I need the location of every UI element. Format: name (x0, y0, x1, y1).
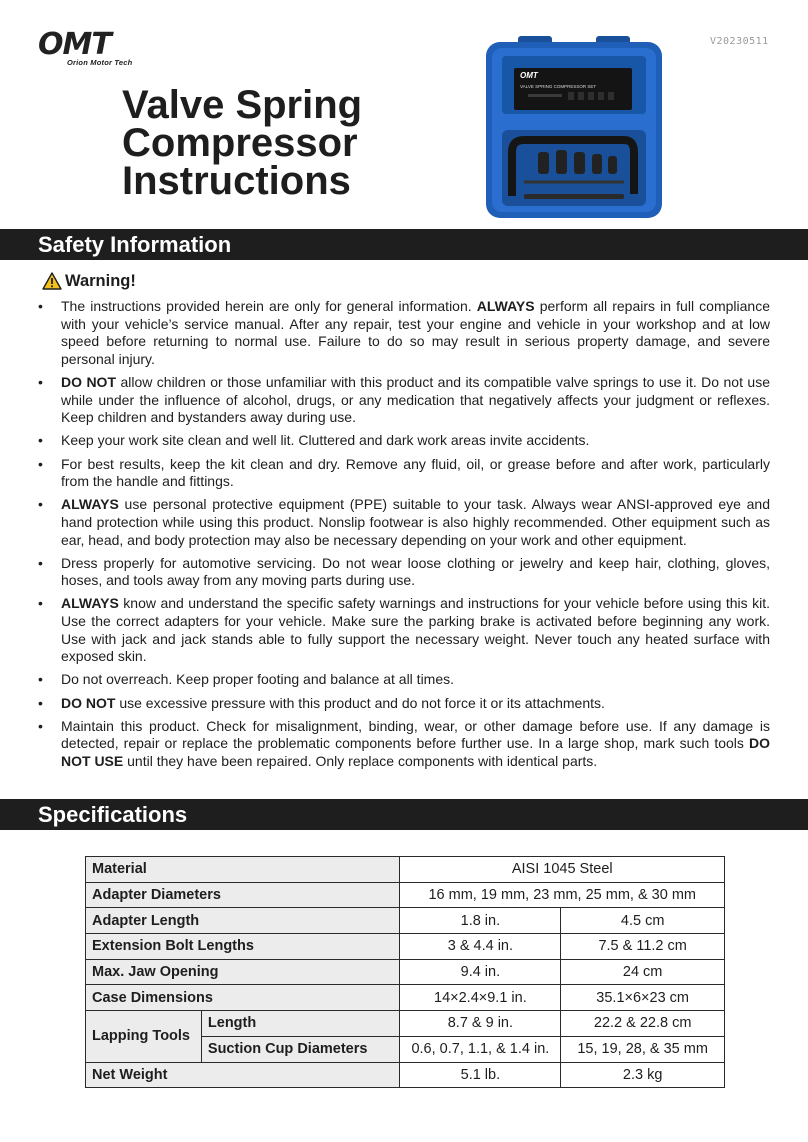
spec-value-metric: 24 cm (561, 959, 725, 985)
spec-value-metric: 7.5 & 11.2 cm (561, 934, 725, 960)
safety-rule-item (38, 456, 770, 491)
table-row (86, 1062, 725, 1088)
spec-label: Case Dimensions (86, 985, 400, 1011)
table-row (86, 934, 725, 960)
spec-value-metric: 22.2 & 22.8 cm (561, 1011, 725, 1037)
bullet-icon: • (38, 694, 43, 711)
spec-value: AISI 1045 Steel (400, 857, 725, 883)
spec-value: 16 mm, 19 mm, 23 mm, 25 mm, & 30 mm (400, 882, 725, 908)
spec-label: Adapter Diameters (86, 882, 400, 908)
table-row (86, 882, 725, 908)
safety-rule-item (38, 374, 770, 427)
bullet-icon: • (38, 298, 43, 314)
spec-label: Net Weight (86, 1062, 400, 1088)
spec-value-metric: 2.3 kg (561, 1062, 725, 1088)
emphasis-text: DO NOT USE (61, 735, 770, 769)
rule-text: Do not overreach. Keep proper footing and balance at all times. (61, 671, 455, 688)
title-line: Instructions (122, 159, 351, 203)
spec-value-metric: 35.1×6×23 cm (561, 985, 725, 1011)
safety-rule-item (38, 718, 770, 771)
spec-value-imperial: 1.8 in. (400, 908, 561, 934)
bullet-icon: • (38, 554, 43, 571)
title-line: Valve Spring (122, 83, 363, 127)
spec-label: Max. Jaw Opening (86, 959, 400, 985)
safety-rule-item (38, 595, 770, 665)
spec-label: Adapter Length (86, 908, 400, 934)
version-code: V20230511 (710, 36, 769, 47)
table-row (86, 959, 725, 985)
bullet-icon: • (38, 432, 43, 449)
safety-rule-item (38, 695, 770, 713)
rule-text: perform all repairs in full compliance with your vehicle’s service manual. After any repair, test your engine and vehicle in your workshop and at low speed before returning to normal use. Failure to do so may result in serious property damage, and severe personal injury. (61, 298, 770, 367)
spec-sublabel: Length (201, 1011, 400, 1037)
bullet-icon: • (38, 455, 43, 472)
rule-text: The instructions provided herein are only for general information. (61, 298, 477, 314)
safety-rule-item (38, 671, 770, 689)
rule-text: Dress properly for automotive servicing. Do not wear loose clothing or jewelry and keep hair, clothing, gloves, hoses, and tools away from any moving parts during use. (61, 554, 770, 589)
rule-text: use excessive pressure with this product and do not force it or its attachments. (115, 694, 605, 711)
safety-rule-item (38, 432, 770, 450)
spec-label: Lapping Tools (86, 1011, 202, 1062)
table-row (86, 1011, 725, 1037)
table-row (86, 908, 725, 934)
rule-text: until they have been repaired. Only replace components with identical parts. (123, 753, 598, 769)
rule-text: know and understand the specific safety warnings and instructions for your vehicle before using this kit. Use the correct adapters for your vehicle. Make sure the parking brake is activated before beginning any work. Use with jack and jack stands able to fully support the necessary weight. Never touch any heated surface with exposed skin. (61, 595, 770, 665)
emphasis-text: DO NOT (61, 373, 116, 390)
spec-label: Extension Bolt Lengths (86, 934, 400, 960)
spec-sublabel: Suction Cup Diameters (201, 1036, 400, 1062)
emphasis-text: ALWAYS (61, 595, 119, 612)
spec-value-metric: 15, 19, 28, & 35 mm (561, 1036, 725, 1062)
rule-text: Maintain this product. Check for misalignment, binding, wear, or other damage before use. If any damage is detected, repair or replace the problematic components before further use. In a large shop, mark such tools (61, 717, 770, 752)
bullet-icon: • (38, 671, 43, 688)
spec-value-imperial: 0.6, 0.7, 1.1, & 1.4 in. (400, 1036, 561, 1062)
brand-tagline: Orion Motor Tech (67, 58, 133, 67)
rule-text: For best results, keep the kit clean and dry. Remove any fluid, oil, or grease before and after work, particularly from the handle and fittings. (61, 455, 770, 490)
spec-value-imperial: 5.1 lb. (400, 1062, 561, 1088)
emphasis-text: DO NOT (61, 694, 116, 711)
spec-value-imperial: 9.4 in. (400, 959, 561, 985)
safety-rules-list (38, 298, 770, 776)
rule-text: use personal protective equipment (PPE) suitable to your task. Always wear ANSI-approved eye and hand protection while using this product. Nonslip footwear is also highly recommended. Other equipment such as ear, head, and body protection may also be necessary depending on your work and other equipment. (61, 496, 770, 548)
spec-value-imperial: 14×2.4×9.1 in. (400, 985, 561, 1011)
case-label: VALVE SPRING COMPRESSOR SET (520, 84, 597, 89)
warning-heading (42, 270, 136, 292)
title-line: Compressor (122, 121, 358, 165)
rule-text: allow children or those unfamiliar with this product and its compatible valve springs to use it. Do not use while under the influence of alcohol, drugs, or any medication that negatively affects your judgment or reflexes. Keep children and bystanders away during use. (61, 373, 770, 426)
table-row (86, 857, 725, 883)
section-header-safety: Safety Information (0, 229, 808, 260)
specifications-table (85, 856, 725, 1088)
svg-text:OMT: OMT (520, 71, 538, 80)
brand-mark: OMT (38, 27, 111, 62)
tool-case-illustration (484, 34, 664, 220)
page-title (122, 83, 363, 203)
rule-text: Keep your work site clean and well lit. Cluttered and dark work areas invite accidents. (61, 432, 590, 449)
emphasis-text: ALWAYS (476, 298, 535, 314)
bullet-icon: • (38, 496, 43, 513)
spec-label: Material (86, 857, 400, 883)
table-row (86, 985, 725, 1011)
tool-case-photo (484, 34, 664, 220)
bullet-icon: • (38, 717, 43, 734)
warning-label: Warning! (65, 271, 136, 290)
bullet-icon: • (38, 373, 43, 390)
section-header-specifications: Specifications (0, 799, 808, 830)
bullet-icon: • (38, 595, 43, 612)
safety-rule-item (38, 496, 770, 549)
emphasis-text: ALWAYS (61, 496, 119, 513)
safety-rule-item (38, 298, 770, 368)
brand-logo (38, 27, 138, 70)
spec-value-imperial: 8.7 & 9 in. (400, 1011, 561, 1037)
warning-triangle-icon (42, 272, 62, 290)
spec-value-metric: 4.5 cm (561, 908, 725, 934)
safety-rule-item (38, 555, 770, 590)
spec-value-imperial: 3 & 4.4 in. (400, 934, 561, 960)
